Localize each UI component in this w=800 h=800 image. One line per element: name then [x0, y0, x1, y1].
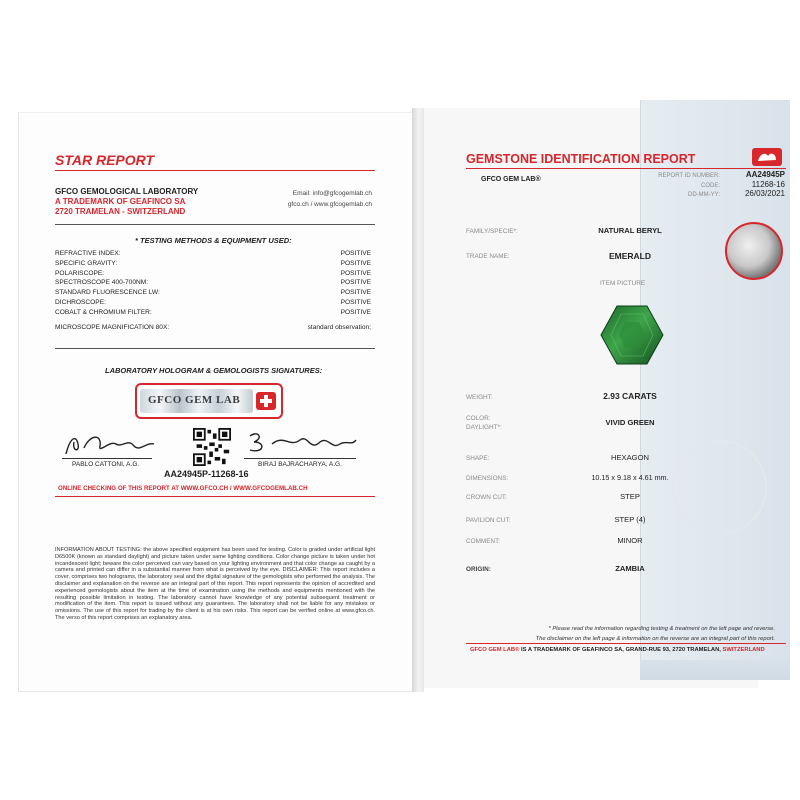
red-divider	[466, 643, 786, 644]
shape-label: SHAPE:	[466, 455, 490, 462]
tests-list	[55, 249, 371, 318]
test-row	[55, 308, 371, 318]
star-report-title: STAR REPORT	[55, 152, 155, 168]
test-name: POLARISCOPE:	[55, 269, 105, 277]
test-row	[55, 278, 371, 288]
test-row	[55, 288, 371, 298]
test-name: SPECIFIC GRAVITY:	[55, 259, 118, 267]
trade-name-value: EMERALD	[608, 251, 652, 261]
weight-value: 2.93 CARATS	[603, 391, 657, 401]
swiss-seal-icon	[256, 392, 276, 410]
family-label: FAMILY/SPECIE*:	[466, 228, 518, 235]
signature-line	[244, 458, 356, 459]
meta-label: CODE:	[700, 182, 720, 189]
item-picture-label: ITEM PICTURE	[600, 280, 646, 287]
test-result: POSITIVE	[340, 250, 371, 257]
test-row	[55, 298, 371, 308]
gemstone-report-title: GEMSTONE IDENTIFICATION REPORT	[466, 152, 696, 166]
lab-logo-icon	[752, 148, 782, 166]
section-divider	[55, 348, 375, 349]
test-name: REFRACTIVE INDEX:	[55, 250, 121, 257]
lab-contact	[288, 188, 372, 210]
code-value: 11268-16	[751, 179, 785, 189]
hologram-heading: LABORATORY HOLOGRAM & GEMOLOGISTS SIGNATURES:	[105, 366, 323, 375]
test-result: POSITIVE	[340, 308, 371, 316]
test-result: POSITIVE	[340, 259, 371, 267]
booklet-spine	[412, 108, 424, 692]
test-row	[55, 269, 371, 279]
test-result: POSITIVE	[340, 269, 371, 277]
signatory-1-name: PABLO CATTONI, A.G.	[72, 461, 140, 468]
lab-seal-hologram-icon	[725, 222, 783, 280]
red-divider	[55, 496, 375, 497]
overlay-edge	[640, 660, 790, 680]
report-notes	[470, 624, 775, 644]
meta-label: REPORT ID NUMBER:	[658, 173, 720, 179]
test-name: SPECTROSCOPE 400-700NM:	[55, 279, 149, 287]
qr-code-icon[interactable]	[193, 428, 231, 466]
microscope-row	[55, 324, 371, 331]
footer-text: IS A TRADEMARK OF GEAFINCO SA, GRAND-RUE 93, 2720 TRAMELAN,	[519, 647, 723, 653]
footer-brand: GFCO GEM LAB®	[470, 647, 520, 653]
shape-value: HEXAGON	[611, 453, 649, 462]
lab-website[interactable]: gfco.ch / www.gfcogemlab.ch	[287, 201, 372, 208]
color-label: COLOR:	[466, 415, 491, 422]
report-meta-labels	[655, 172, 720, 201]
signatory-2-name: BIRAJ BAJRACHARYA, A.G.	[258, 461, 342, 468]
origin-label: ORIGIN:	[466, 566, 491, 573]
crown-cut-label: CROWN CUT:	[466, 494, 507, 501]
comment-label: COMMENT:	[466, 538, 501, 545]
emerald-gem-image	[597, 300, 667, 370]
dimensions-label: DIMENSIONS:	[466, 475, 509, 482]
pavilion-cut-value: STEP (4)	[614, 515, 646, 524]
footer-country: SWITZERLAND	[722, 647, 765, 653]
crown-cut-value: STEP	[620, 492, 640, 501]
origin-value: ZAMBIA	[615, 564, 645, 573]
online-check-link[interactable]: ONLINE CHECKING OF THIS REPORT AT WWW.GFCO.CH / WWW.GFCOGEMLAB.CH	[58, 485, 308, 492]
family-value: NATURAL BERYL	[598, 226, 662, 235]
trade-name-label: TRADE NAME:	[466, 253, 510, 260]
test-row	[55, 249, 371, 259]
weight-label: WEIGHT:	[466, 394, 493, 401]
lab-location: 2720 TRAMELAN - SWITZERLAND	[55, 207, 186, 216]
testing-information-text: INFORMATION ABOUT TESTING: the above specified equipment has been used for testing. Color is graded under artificial light D6500K (known as standard daylight) and picture taken under same lighting conditions. Color change picture is taken under hot incandescent light; beware the color perceived can vary based on your lighting environment and that color change as caught by a camera and printed can differ in a substantial manner from what is perceived by the eye. DISCLAIMER: This report includes a cover, comprises two holograms, the laboratory seal and the digital signature of the gemologists who performed the analysis. The disclaimer and explanation on the reverse are an integral part of this report. This report represents the opinion of accredited and experienced gemologists about the item at the time of examination using the methods and equipments mentioned with the resulting possible limitation in testing. The laboratory cannot have knowledge of any potential subsequent treatment or modification of the item. This report is issued without any guarantees. The laboratory shall not be liable for any mistakes or omissions. The use of this report for trading by the client is at his own risks. This report can be verified online at www.gfco.ch. The verso of this report comprises an explanatory area.	[55, 547, 375, 621]
report-id-value: AA24945P	[745, 170, 785, 179]
date-value: 26/03/2021	[744, 189, 785, 198]
embossed-seal-watermark	[672, 440, 767, 535]
lab-trademark: A TRADEMARK OF GEAFINCO SA	[55, 197, 186, 206]
test-name: STANDARD FLUORESCENCE LW:	[55, 289, 160, 297]
dimensions-value: 10.15 x 9.18 x 4.61 mm.	[591, 473, 669, 482]
microscope-result: standard observation;	[307, 324, 371, 331]
color-value: VIVID GREEN	[605, 418, 655, 427]
note-2: The disclaimer on the left page & information on the reverse are an integral part of this report.	[535, 636, 775, 642]
title-divider	[55, 170, 375, 171]
section-divider	[55, 224, 375, 225]
lab-address-block	[55, 187, 198, 217]
test-row	[55, 259, 371, 269]
pavilion-cut-label: PAVILION CUT:	[466, 517, 511, 524]
hologram-text: GFCO GEM LAB	[148, 394, 241, 406]
footer-trademark	[470, 647, 765, 653]
test-result: POSITIVE	[340, 289, 371, 297]
test-name: COBALT & CHROMIUM FILTER:	[55, 308, 152, 316]
report-reference-number: AA24945P-11268-16	[164, 469, 249, 479]
report-meta-values	[725, 170, 785, 199]
test-result: POSITIVE	[340, 279, 371, 287]
test-result: POSITIVE	[340, 298, 371, 306]
note-1: * Please read the information regarding testing & treatment on the left page and reverse.	[548, 626, 775, 632]
testing-methods-heading: * TESTING METHODS & EQUIPMENT USED:	[135, 236, 292, 245]
meta-label: DD-MM-YY:	[688, 192, 720, 198]
lab-email[interactable]: Email: info@gfcogemlab.ch	[292, 190, 372, 197]
daylight-label: DAYLIGHT*:	[466, 424, 502, 431]
title-divider	[466, 168, 786, 169]
gem-lab-name: GFCO GEM LAB®	[481, 176, 541, 183]
signature-1-icon	[62, 430, 157, 458]
microscope-name: MICROSCOPE MAGNIFICATION 80X:	[55, 324, 170, 331]
signature-line	[62, 458, 152, 459]
lab-name: GFCO GEMOLOGICAL LABORATORY	[55, 187, 199, 196]
test-name: DICHROSCOPE:	[55, 298, 106, 306]
comment-value: MINOR	[617, 536, 643, 545]
signature-2-icon	[244, 428, 359, 458]
